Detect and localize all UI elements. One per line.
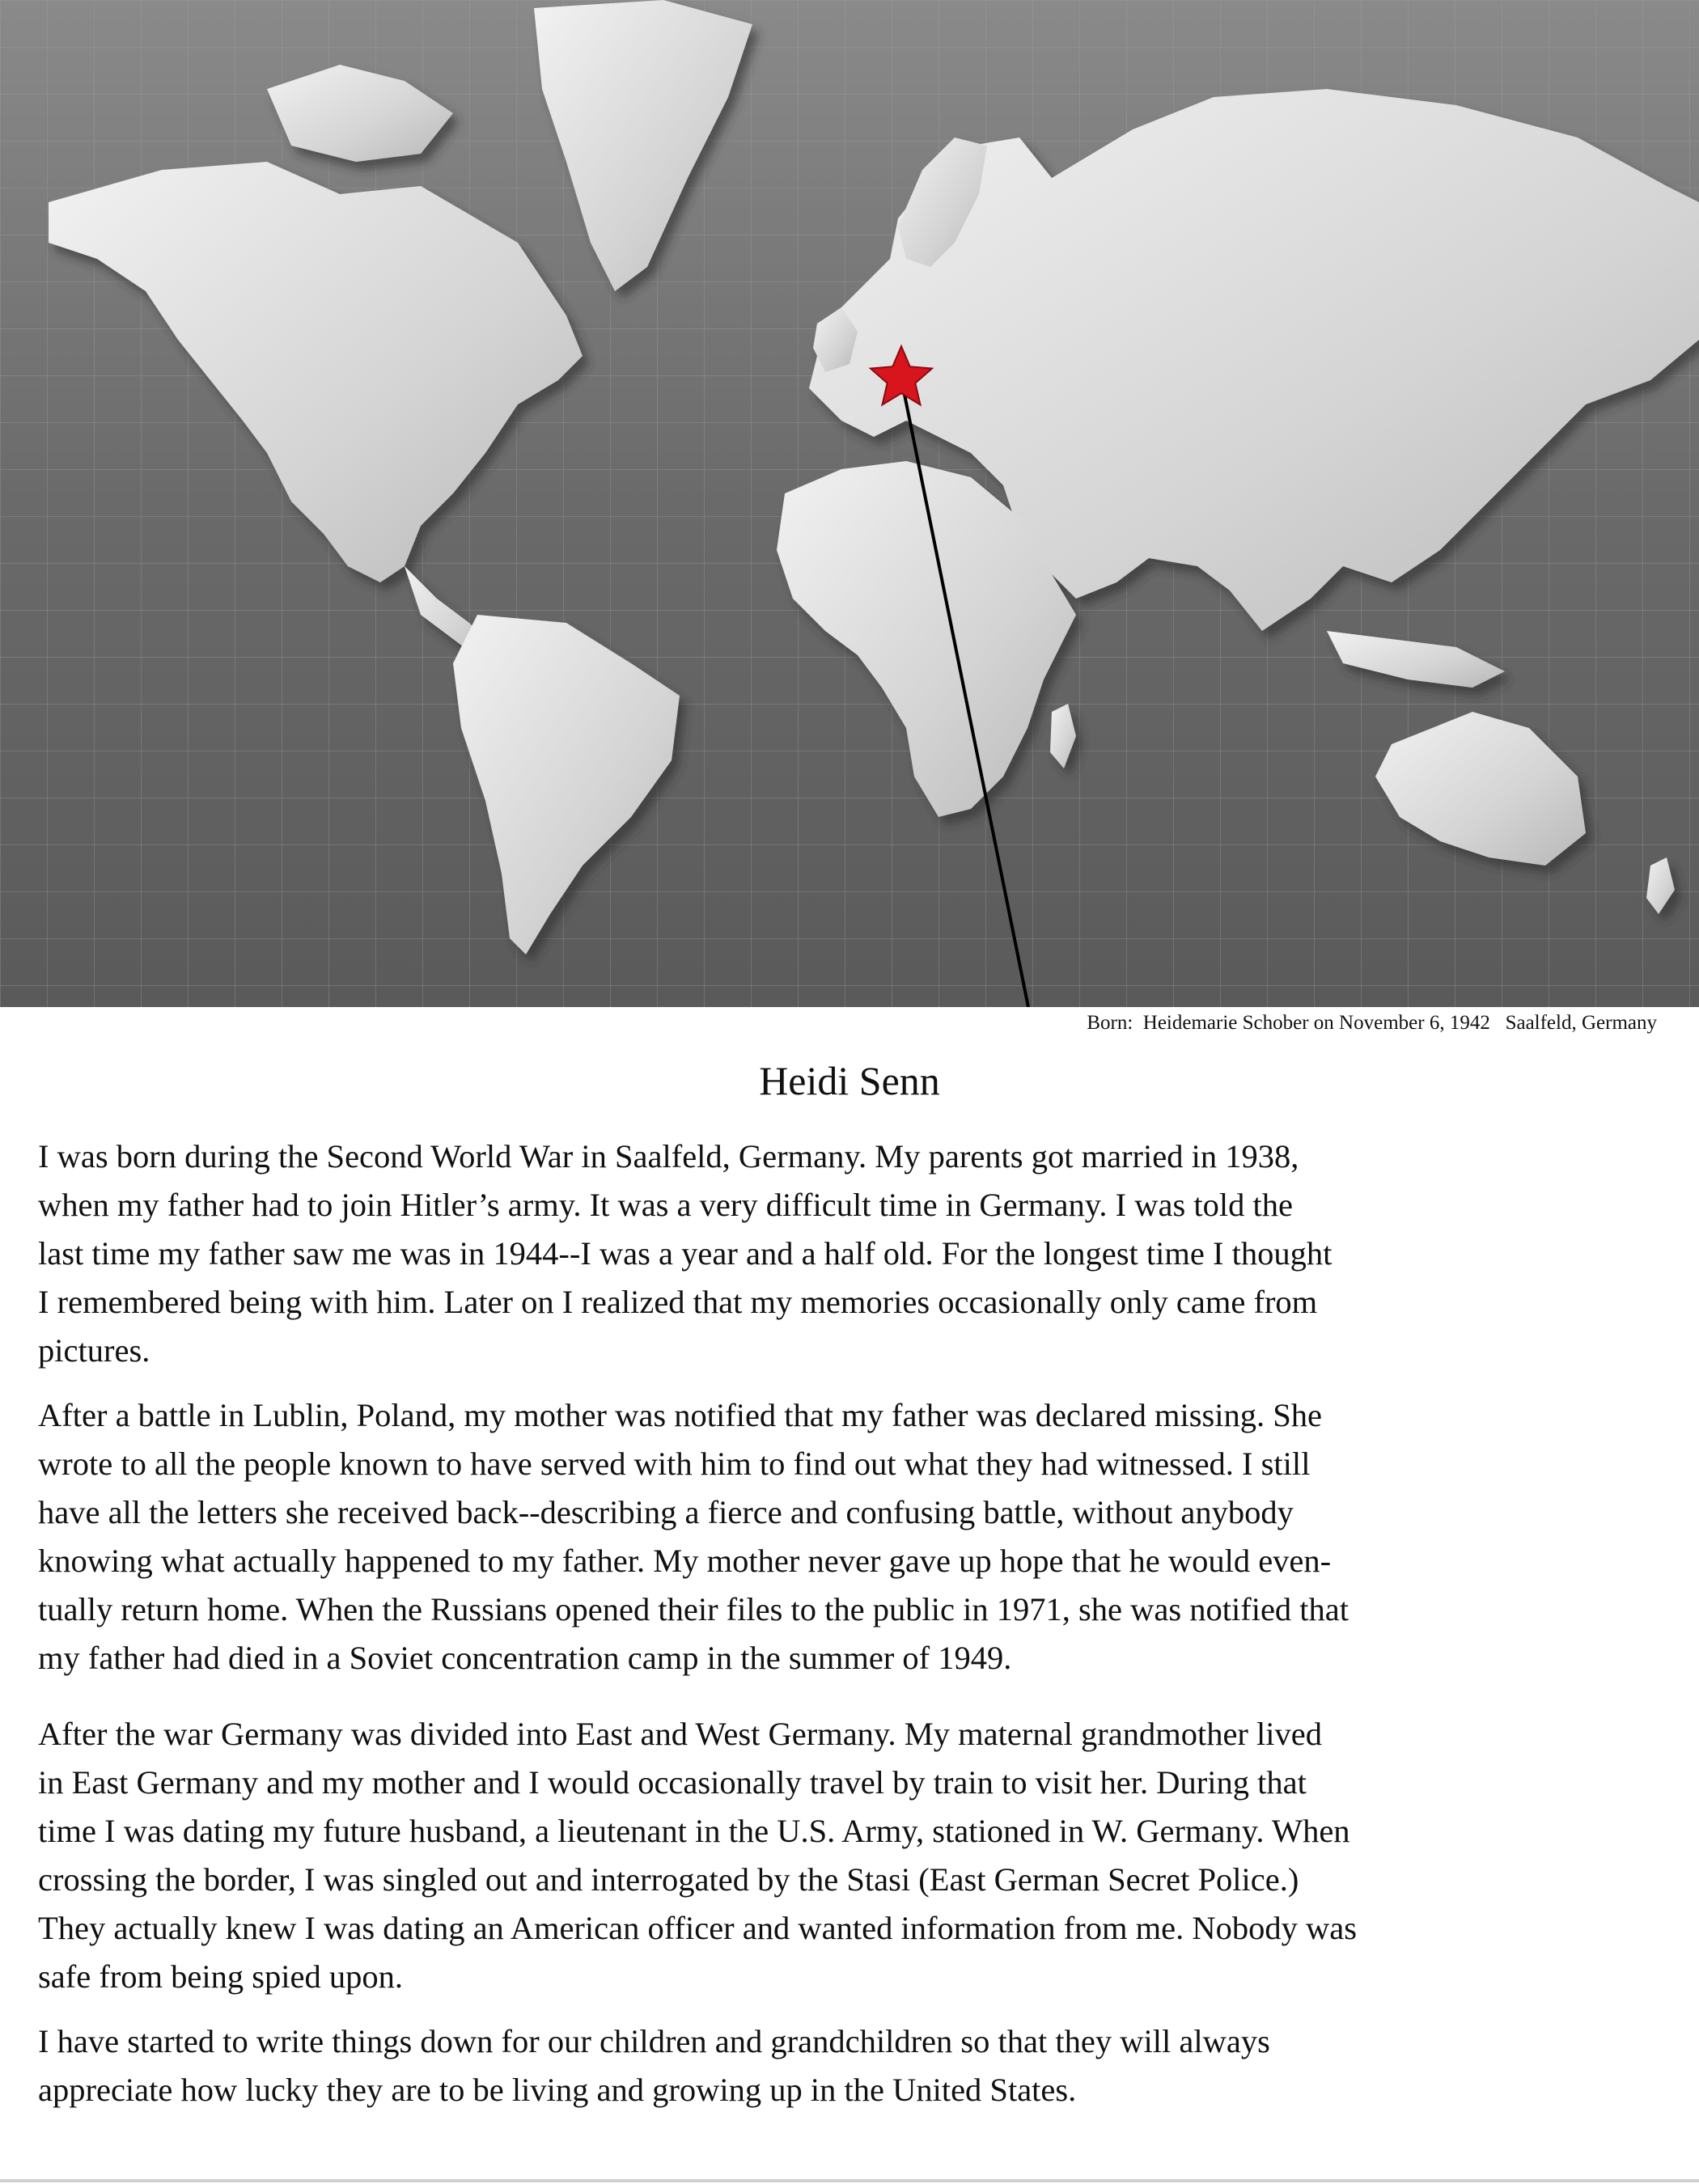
world-map	[0, 0, 1699, 1007]
bottom-divider	[0, 2179, 1699, 2182]
story-paragraph: I was born during the Second World War in Saalfeld, Germany. My parents got married in 1938, when my father had to join Hitler’s army. It was a very difficult time in Germany. I was told the last time my father saw me was in 1944--I was a year and a half old. For the longest time I thought I remembered being with him. Later on I realized that my memories occasionally only came from pictures.	[38, 1138, 1333, 1369]
page-title: Heidi Senn	[759, 1058, 940, 1103]
story-paragraph: After a battle in Lublin, Poland, my mother was notified that my father was declared missing. She wrote to all the people known to have served with him to find out what they had witnessed. I still have all the letters she received back--describing a fierce and confusing battle, without anybody knowing what actually happened to my father. My mother never gave up hope that he would even- tually return home. When the Russians opened their files to the public in 1971, she was notified that my father had died in a Soviet concentration camp in the summer of 1949.	[38, 1397, 1349, 1676]
birth-caption: Born: Heidemarie Schober on November 6, 1942 Saalfeld, Germany	[1087, 1012, 1657, 1034]
story-paragraph: I have started to write things down for our children and grandchildren so that they will always appreciate how lucky they are to be living and growing up in the United States.	[38, 2023, 1270, 2108]
story-paragraph: After the war Germany was divided into East and West Germany. My maternal grandmother lived in East Germany and my mother and I would occasionally travel by train to visit her. During that time I was dating my future husband, a lieutenant in the U.S. Army, stationed in W. Germany. When crossing the border, I was singled out and interrogated by the Stasi (East German Secret Police.) They actually knew I was dating an American officer and wanted information from me. Nobody was safe from being spied upon.	[38, 1716, 1357, 1995]
